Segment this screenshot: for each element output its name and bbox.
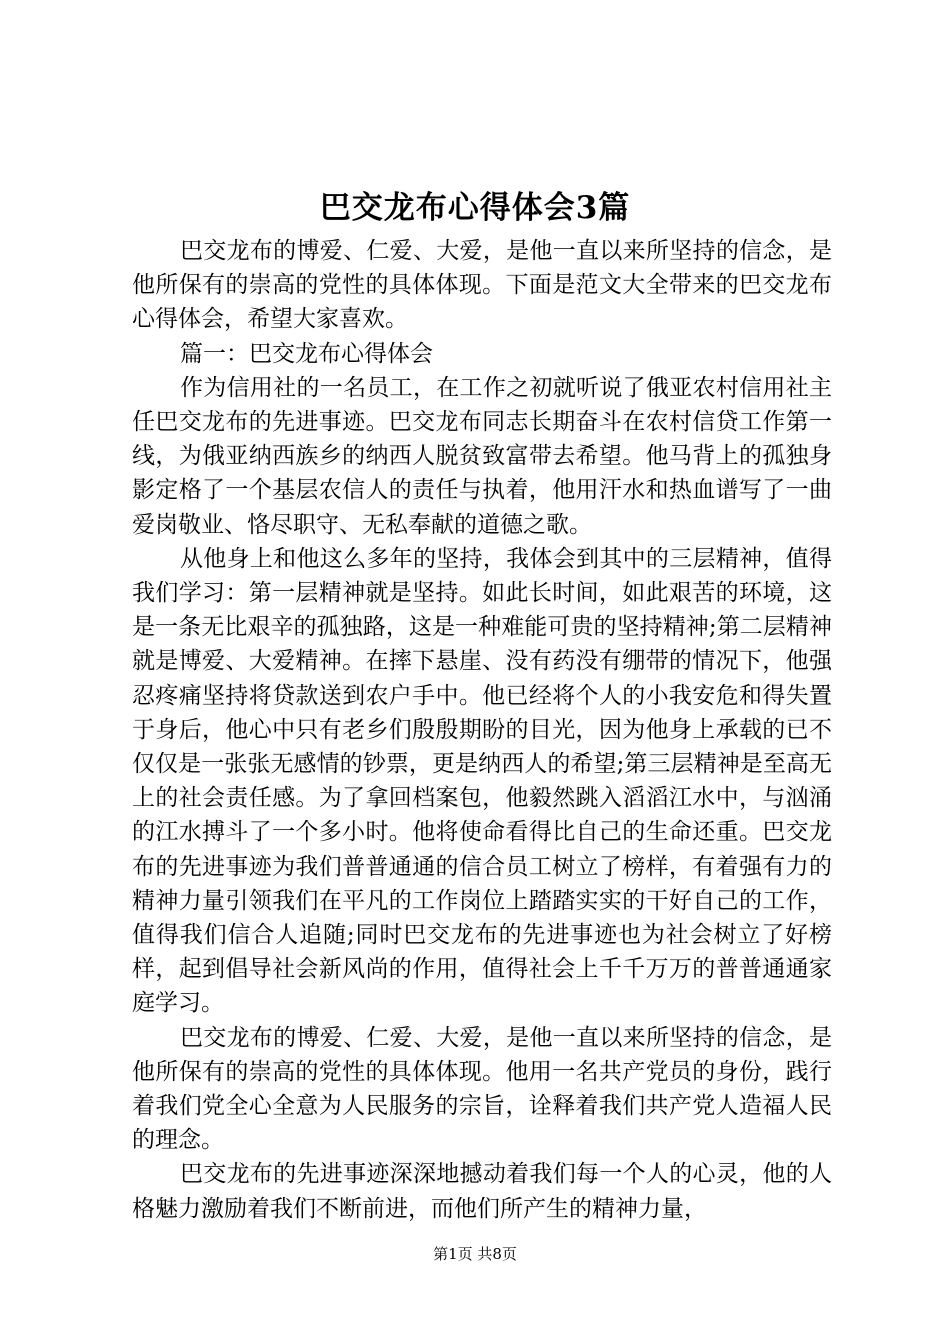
page-number: 第1页 共8页	[433, 1245, 517, 1263]
document-body	[132, 234, 832, 1226]
paragraph: 从他身上和他这么多年的坚持，我体会到其中的三层精神，值得我们学习：第一层精神就是坚持。如此长时间，如此艰苦的环境，这是一条无比艰辛的孤独路，这是一种难能可贵的坚持精神;第二层精神就是博爱、大爱精神。在摔下悬崖、没有药没有绷带的情况下，他强忍疼痛坚持将贷款送到农户手中。他已经将个人的小我安危和得失置于身后，他心中只有老乡们殷殷期盼的目光，因为他身上承载的已不仅仅是一张张无感情的钞票，更是纳西人的希望;第三层精神是至高无上的社会责任感。为了拿回档案包，他毅然跳入滔滔江水中，与汹涌的江水搏斗了一个多小时。他将使命看得比自己的生命还重。巴交龙布的先进事迹为我们普普通通的信合员工树立了榜样，有着强有力的精神力量引领我们在平凡的工作岗位上踏踏实实的干好自己的工作，值得我们信合人追随;同时巴交龙布的先进事迹也为社会树立了好榜样，起到倡导社会新风尚的作用，值得社会上千千万万的普普通通家庭学习。	[132, 545, 832, 1017]
paragraph-intro: 巴交龙布的博爱、仁爱、大爱，是他一直以来所坚持的信念，是他所保有的崇高的党性的具体体现。下面是范文大全带来的巴交龙布心得体会，希望大家喜欢。	[132, 238, 832, 333]
paragraph: 巴交龙布的先进事迹深深地撼动着我们每一个人的心灵，他的人格魅力激励着我们不断前进，而他们所产生的精神力量，	[132, 1161, 832, 1222]
document-title: 巴交龙布心得体会3篇	[319, 190, 631, 226]
section-heading: 篇一：巴交龙布心得体会	[180, 340, 433, 367]
paragraph: 作为信用社的一名员工，在工作之初就听说了俄亚农村信用社主任巴交龙布的先进事迹。巴交龙布同志长期奋斗在农村信贷工作第一线，为俄亚纳西族乡的纳西人脱贫致富带去希望。他马背上的孤独身影定格了一个基层农信人的责任与执着，他用汗水和热血谱写了一曲爱岗敬业、恪尽职守、无私奉献的道德之歌。	[132, 374, 832, 538]
paragraph: 巴交龙布的博爱、仁爱、大爱，是他一直以来所坚持的信念，是他所保有的崇高的党性的具体体现。他用一名共产党员的身份，践行着我们党全心全意为人民服务的宗旨，诠释着我们共产党人造福人民的理念。	[132, 1024, 832, 1154]
